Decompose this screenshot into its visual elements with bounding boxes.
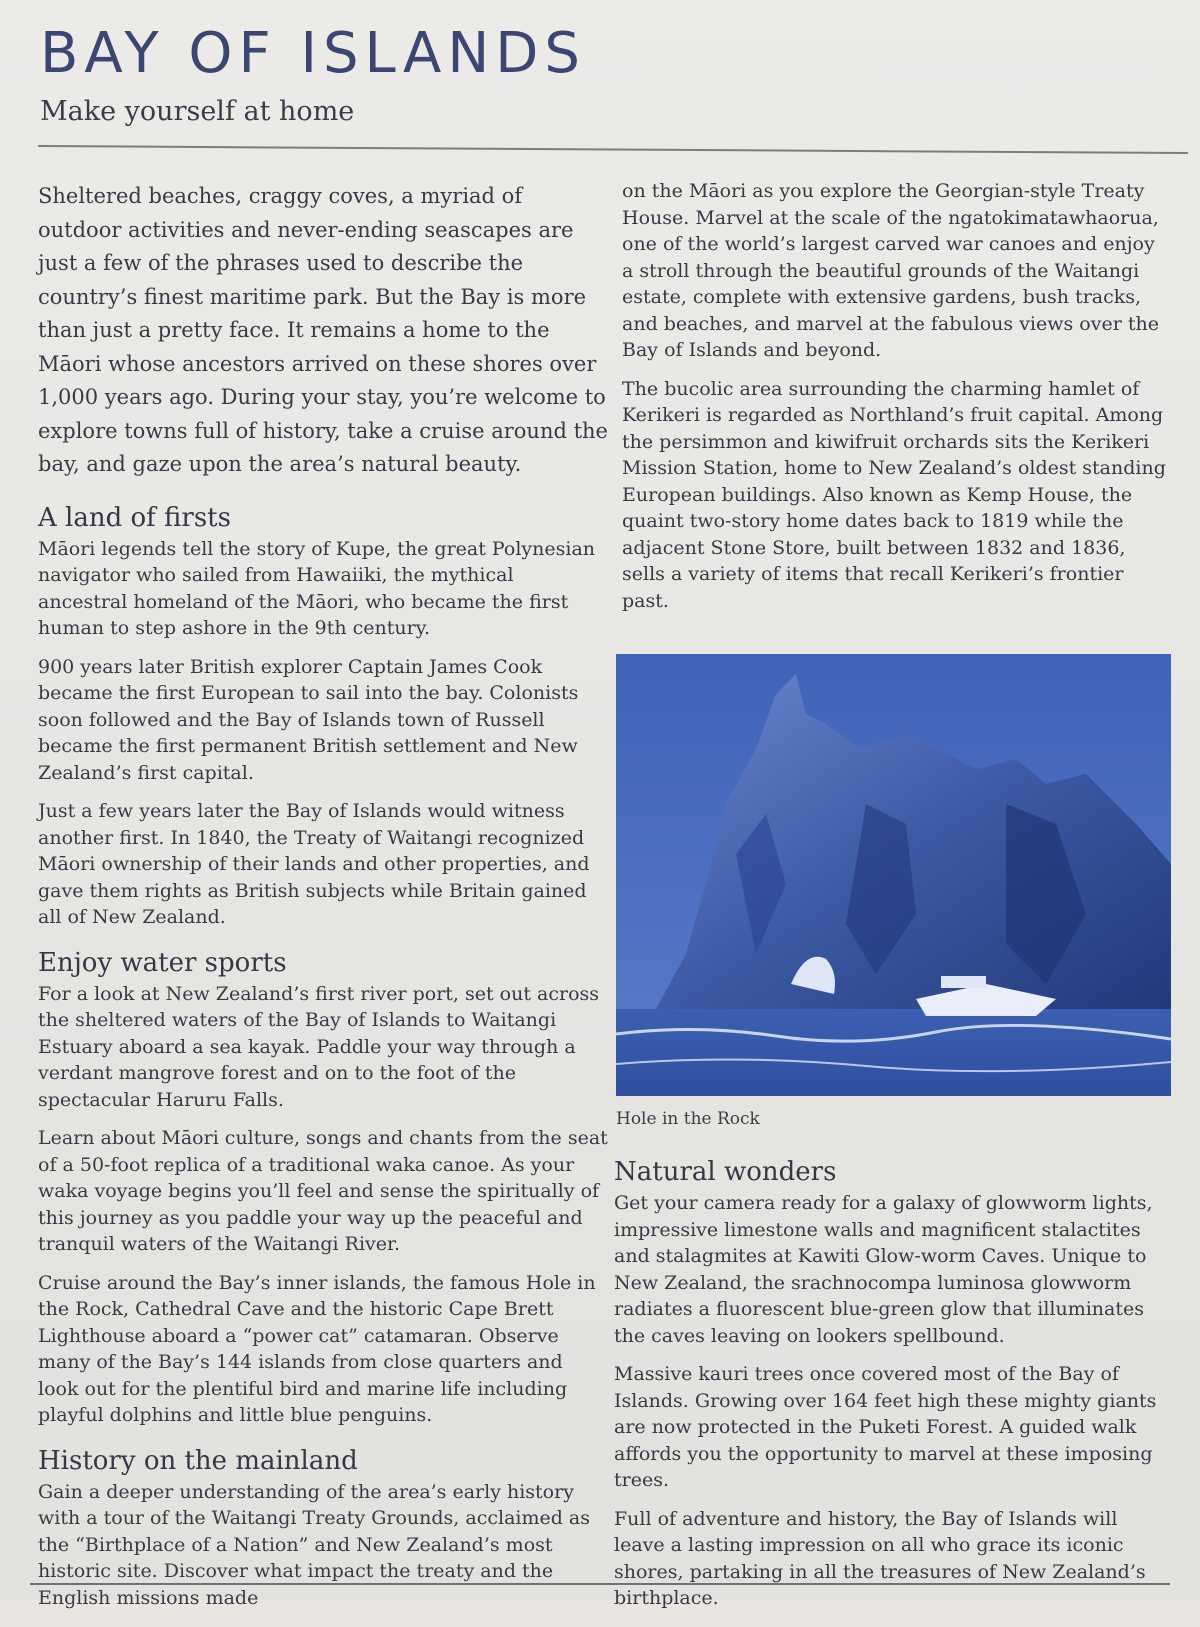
section-water-sports [38, 947, 608, 1429]
paragraph: The bucolic area surrounding the charming hamlet of Kerikeri is regarded as Northland’s fruit capital. Among the persimmon and kiwifruit orchards sits the Kerikeri Mission Station, home to New Zealand’s oldest standing European buildings. Also known as Kemp House, the quaint two-story home dates back to 1819 while the adjacent Stone Store, built between 1832 and 1836, sells a variety of items that recall Kerikeri’s frontier past. [622, 377, 1166, 612]
paragraph: Māori legends tell the story of Kupe, the great Polynesian navigator who sailed from Hawaiiki, the mythical ancestral homeland of the Māori, who became the first human to step ashore in the 9th century. [38, 537, 596, 639]
paragraph: on the Māori as you explore the Georgian-style Treaty House. Marvel at the scale of the ngatokimatawhaorua, one of the world’s largest carved war canoes and enjoy a stroll through the beautiful grounds of the Waitangi estate, complete with extensive gardens, bush tracks, and beaches, and marvel at the fabulous views over the Bay of Islands and beyond. [622, 180, 1159, 361]
page-subtitle: Make yourself at home [40, 96, 355, 127]
masthead [40, 20, 1180, 130]
hole-in-the-rock-photo [616, 654, 1171, 1096]
section-heading: A land of firsts [38, 502, 231, 533]
photo-caption: Hole in the Rock [616, 1109, 760, 1129]
header-divider [38, 145, 1188, 154]
right-column [614, 178, 1172, 1624]
section-land-of-firsts [38, 502, 608, 931]
footer-divider [30, 1583, 1170, 1585]
paragraph: Gain a deeper understanding of the area’s early history with a tour of the Waitangi Treaty Grounds, acclaimed as the “Birthplace of a Nation” and New Zealand’s most historic site. Discover what impact the treaty and the English missions made [38, 1480, 591, 1609]
section-heading: History on the mainland [38, 1445, 358, 1476]
section-heading: Natural wonders [614, 1157, 837, 1187]
paragraph: 900 years later British explorer Captain James Cook became the first European to sail into the bay. Colonists soon followed and the Bay of Islands town of Russell became the first permanent British settlement and New Zealand’s first capital. [38, 655, 579, 784]
paragraph: Get your camera ready for a galaxy of glowworm lights, impressive limestone walls and magnificent stalactites and stalagmites at Kawiti Glow-worm Caves. Unique to New Zealand, the srachnocompa luminosa glowworm radiates a fluorescent blue-green glow that illuminates the caves leaving on lookers spellbound. [614, 1192, 1153, 1347]
paragraph: Full of adventure and history, the Bay of Islands will leave a lasting impression on all who grace its iconic shores, partaking in all the treasures of New Zealand’s birthplace. [614, 1507, 1146, 1609]
paragraph: Learn about Māori culture, songs and chants from the seat of a 50-foot replica of a traditional waka canoe. As your waka voyage begins you’ll feel and sense the spiritually of this journey as you paddle your way up the peaceful and tranquil waters of the Waitangi River. [38, 1127, 608, 1255]
section-natural-wonders [614, 1156, 1172, 1612]
paragraph: Just a few years later the Bay of Islands would witness another first. In 1840, the Treaty of Waitangi recognized Māori ownership of their lands and other properties, and gave them rights as British subjects while Britain gained all of New Zealand. [38, 800, 590, 928]
intro-paragraph: Sheltered beaches, craggy coves, a myriad of outdoor activities and never-ending seascapes are just a few of the phrases used to describe the country’s finest maritime park. But the Bay is more than just a pretty face. It remains a home to the Māori whose ancestors arrived on these shores over 1,000 years ago. During your stay, you’re welcome to explore towns full of history, take a cruise around the bay, and gaze upon the area’s natural beauty. [38, 184, 608, 476]
section-heading: Enjoy water sports [38, 947, 287, 978]
page-title: BAY OF ISLANDS [40, 21, 586, 86]
paragraph: For a look at New Zealand’s first river port, set out across the sheltered waters of the Bay of Islands to Waitangi Estuary aboard a sea kayak. Paddle your way through a verdant mangrove forest and on to the foot of the spectacular Haruru Falls. [38, 982, 600, 1111]
left-column [38, 180, 608, 1627]
section-history-mainland [38, 1445, 608, 1612]
paragraph: Massive kauri trees once covered most of the Bay of Islands. Growing over 164 feet high these mighty giants are now protected in the Puketi Forest. A guided walk affords you the opportunity to marvel at these imposing trees. [614, 1363, 1157, 1491]
paragraph: Cruise around the Bay’s inner islands, the famous Hole in the Rock, Cathedral Cave and the historic Cape Brett Lighthouse aboard a “power cat” catamaran. Observe many of the Bay’s 144 islands from close quarters and look out for the plentiful bird and marine life including playful dolphins and little blue penguins. [38, 1271, 596, 1426]
photo-figure [616, 654, 1171, 1130]
